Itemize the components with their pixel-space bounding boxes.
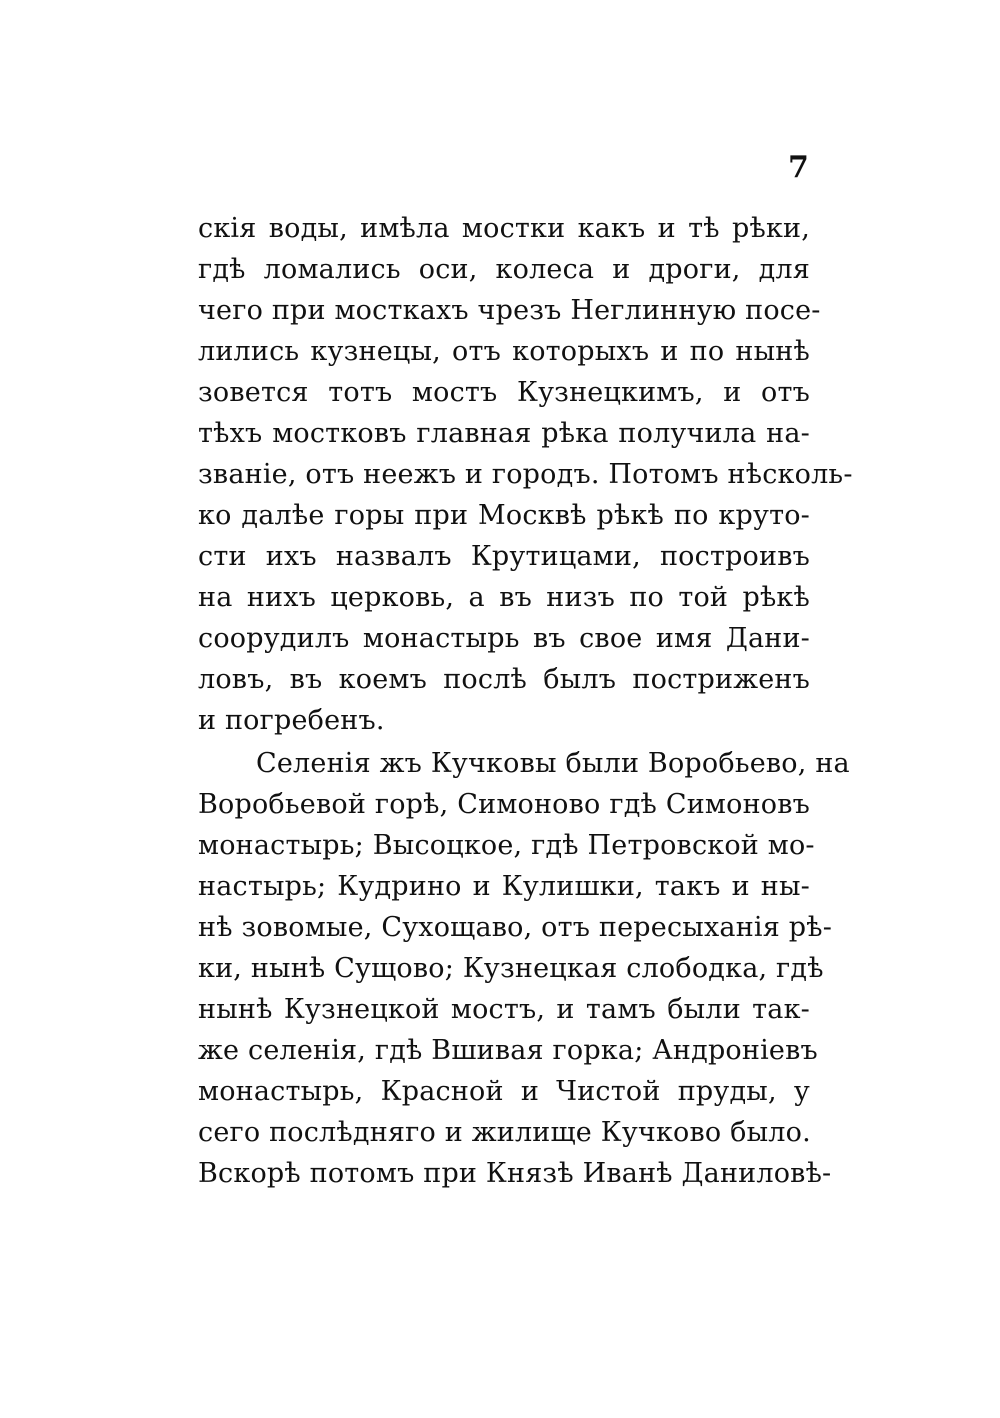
text-line: ки, нынѣ Сущово; Кузнецкая слободка, гдѣ — [198, 953, 824, 984]
text-line: нѣ зовомые, Сухощаво, отъ пересыханія рѣ- — [198, 912, 833, 943]
text-line: соорудилъ монастырь въ свое имя Дани- — [198, 623, 810, 654]
text-line: нынѣ Кузнецкой мостъ, и тамъ были так- — [198, 994, 810, 1025]
text-line: ко далѣе горы при Москвѣ рѣкѣ по круто- — [198, 500, 810, 531]
text-line: лились кузнецы, отъ которыхъ и по нынѣ — [198, 336, 810, 367]
text-line: чего при мосткахъ чрезъ Неглинную посе- — [198, 295, 821, 326]
text-line: настырь; Кудрино и Кулишки, такъ и ны- — [198, 871, 810, 902]
text-line: Вскорѣ потомъ при Князѣ Иванѣ Даниловѣ- — [198, 1158, 832, 1189]
text-line: зовется тотъ мостъ Кузнецкимъ, и отъ — [198, 377, 810, 408]
text-line-paragraph-start: Селенія жъ Кучковы были Воробьево, на — [256, 748, 850, 779]
text-line: монастырь; Высоцкое, гдѣ Петровской мо- — [198, 830, 815, 861]
page-number: 7 — [788, 150, 809, 185]
text-line-paragraph-end: и погребенъ. — [198, 705, 385, 736]
text-line: же селенія, гдѣ Вшивая горка; Андроніевъ — [198, 1035, 818, 1066]
text-line: сти ихъ назвалъ Крутицами, построивъ — [198, 541, 810, 572]
text-line: званіе, отъ неежъ и городъ. Потомъ нѣсколь- — [198, 459, 853, 490]
text-line: сего послѣдняго и жилище Кучково было. — [198, 1117, 811, 1148]
text-line: ловъ, въ коемъ послѣ былъ постриженъ — [198, 664, 810, 695]
text-line: тѣхъ мостковъ главная рѣка получила на- — [198, 418, 810, 449]
text-line: гдѣ ломались оси, колеса и дроги, для — [198, 254, 810, 285]
text-line: Воробьевой горѣ, Симоново гдѣ Симоновъ — [198, 789, 810, 820]
text-line: монастырь, Красной и Чистой пруды, у — [198, 1076, 810, 1107]
text-line: скія воды, имѣла мостки какъ и тѣ рѣки, — [198, 213, 810, 244]
body-text — [198, 208, 853, 1194]
text-line: на нихъ церковь, а въ низъ по той рѣкѣ — [198, 582, 810, 613]
